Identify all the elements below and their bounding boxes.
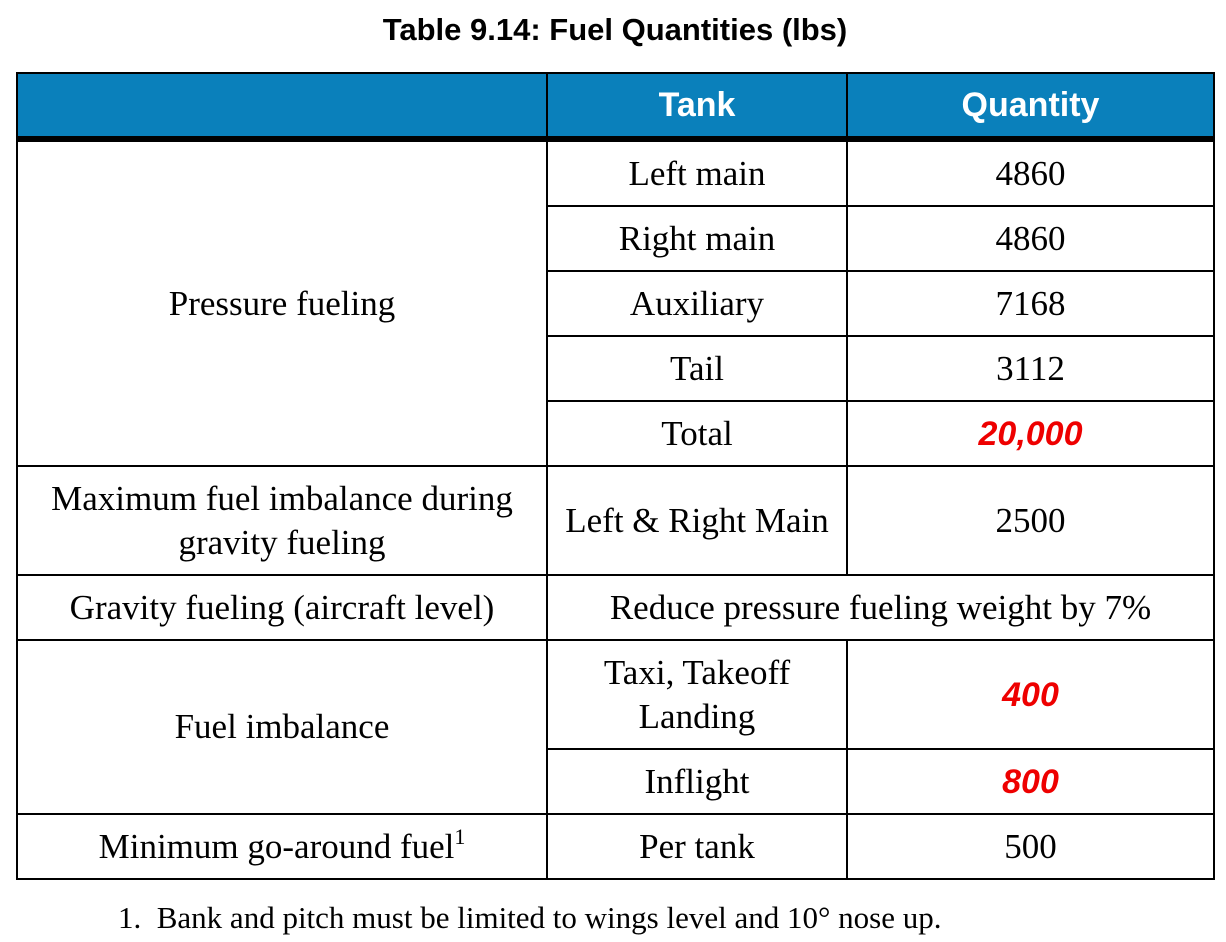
taxi-quantity-value: 400 [1002,675,1059,714]
footnote [118,896,941,940]
tank-cell: Auxiliary [547,271,847,336]
table-row [17,466,1214,575]
pressure-fueling-label: Pressure fueling [17,139,547,466]
footnote-number: 1. [118,900,142,935]
table-row [17,139,1214,206]
quantity-cell: 500 [847,814,1214,879]
tank-cell: Left & Right Main [547,466,847,575]
table-row [17,814,1214,879]
tank-cell: Inflight [547,749,847,814]
footnote-ref: 1 [454,823,466,849]
tank-cell [547,640,847,749]
header-row [17,73,1214,139]
table-row [17,575,1214,640]
header-quantity: Quantity [847,73,1214,139]
quantity-cell: 3112 [847,336,1214,401]
total-quantity-value: 20,000 [978,414,1083,453]
min-go-around-label: Minimum go-around fuel [98,826,455,866]
min-go-around-label-cell [17,814,547,879]
quantity-cell: 4860 [847,206,1214,271]
header-blank [17,73,547,139]
quantity-cell: 2500 [847,466,1214,575]
quantity-cell: 7168 [847,271,1214,336]
fuel-imbalance-label: Fuel imbalance [17,640,547,814]
tank-cell: Per tank [547,814,847,879]
table-title: Table 9.14: Fuel Quantities (lbs) [382,12,848,47]
footnote-text: Bank and pitch must be limited to wings level and 10° nose up. [156,900,942,935]
gravity-fueling-value: Reduce pressure fueling weight by 7% [547,575,1214,640]
tank-cell: Right main [547,206,847,271]
quantity-cell-total [847,401,1214,466]
gravity-fueling-label: Gravity fueling (aircraft level) [17,575,547,640]
quantity-cell [847,749,1214,814]
quantity-cell [847,640,1214,749]
fuel-quantities-table [16,72,1215,880]
tank-taxi-takeoff-landing: Taxi, Takeoff Landing [603,652,791,736]
header-tank: Tank [547,73,847,139]
inflight-quantity-value: 800 [1002,762,1059,801]
tank-cell: Tail [547,336,847,401]
table-row [17,640,1214,749]
max-imbalance-label: Maximum fuel imbalance during gravity fueling [17,466,547,575]
quantity-cell: 4860 [847,139,1214,206]
tank-cell: Total [547,401,847,466]
tank-cell: Left main [547,139,847,206]
